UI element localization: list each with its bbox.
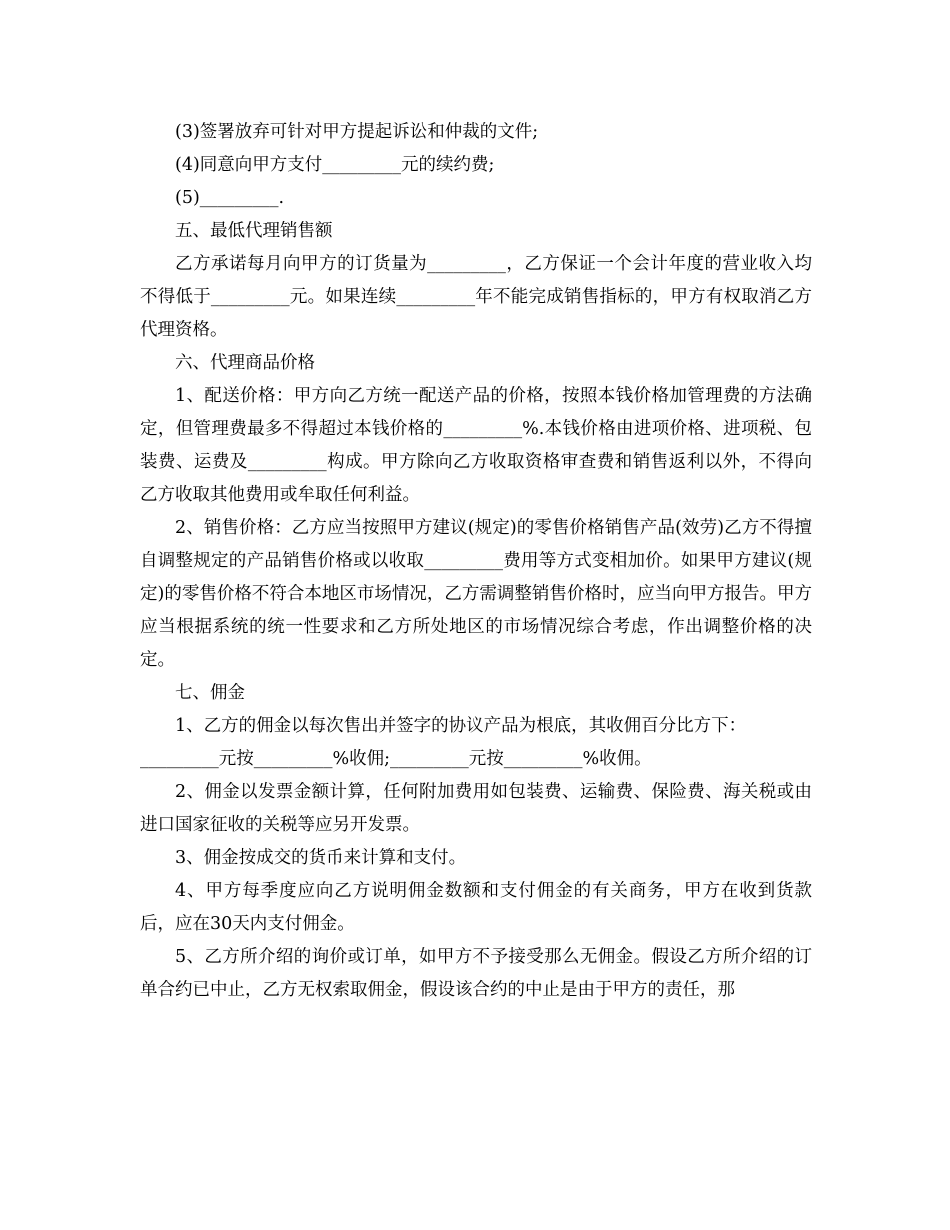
clause-4-renewal-fee: (4)同意向甲方支付_________元的续约费; xyxy=(175,155,495,175)
paragraph-commission-basis: 1、乙方的佣金以每次售出并签字的协议产品为根底，其收佣百分比方下： xyxy=(175,716,747,736)
paragraph-commission-payment: 4、甲方每季度应向乙方说明佣金数额和支付佣金的有关商务，甲方在收到货款后，应在30天内支付佣金。 xyxy=(140,881,812,934)
paragraph-commission-currency: 3、佣金按成交的货币来计算和支付。 xyxy=(175,848,467,868)
paragraph-delivery-price: 1、配送价格：甲方向乙方统一配送产品的价格，按照本钱价格加管理费的方法确定，但管理费最多不得超过本钱价格的_________%.本钱价格由进项价格、进项税、包装费、运费及_________构成。甲方除向乙方收取资格审查费和销售返利以外，不得向乙方收取其他费用或牟取任何利益。 xyxy=(140,386,812,505)
section-heading-commission: 七、佣金 xyxy=(175,683,245,703)
paragraph-commission-invoice: 2、佣金以发票金额计算，任何附加费用如包装费、运输费、保险费、海关税或由进口国家征收的关税等应另开发票。 xyxy=(140,782,812,835)
clause-5-blank: (5)_________. xyxy=(175,188,285,208)
section-heading-prices: 六、代理商品价格 xyxy=(175,353,315,373)
paragraph-commission-orders: 5、乙方所介绍的询价或订单，如甲方不予接受那么无佣金。假设乙方所介绍的订单合约已中止，乙方无权索取佣金，假设该合约的中止是由于甲方的责任，那 xyxy=(140,947,812,1000)
clause-3-waive-litigation: (3)签署放弃可针对甲方提起诉讼和仲裁的文件; xyxy=(175,122,539,142)
section-heading-min-sales: 五、最低代理销售额 xyxy=(175,221,333,241)
paragraph-sales-price: 2、销售价格：乙方应当按照甲方建议(规定)的零售价格销售产品(效劳)乙方不得擅自调整规定的产品销售价格或以收取_________费用等方式变相加价。如果甲方建议(规定)的零售价格不符合本地区市场情况，乙方需调整销售价格时，应当向甲方报告。甲方应当根据系统的统一性要求和乙方所处地区的市场情况综合考虑，作出调整价格的决定。 xyxy=(140,518,812,670)
document-body xyxy=(140,116,812,1007)
paragraph-commission-rates: _________元按_________%收佣;_________元按_________%收佣。 xyxy=(140,749,652,769)
paragraph-min-sales: 乙方承诺每月向甲方的订货量为_________，乙方保证一个会计年度的营业收入均不得低于_________元。如果连续_________年不能完成销售指标的，甲方有权取消乙方代理资格。 xyxy=(140,254,812,340)
